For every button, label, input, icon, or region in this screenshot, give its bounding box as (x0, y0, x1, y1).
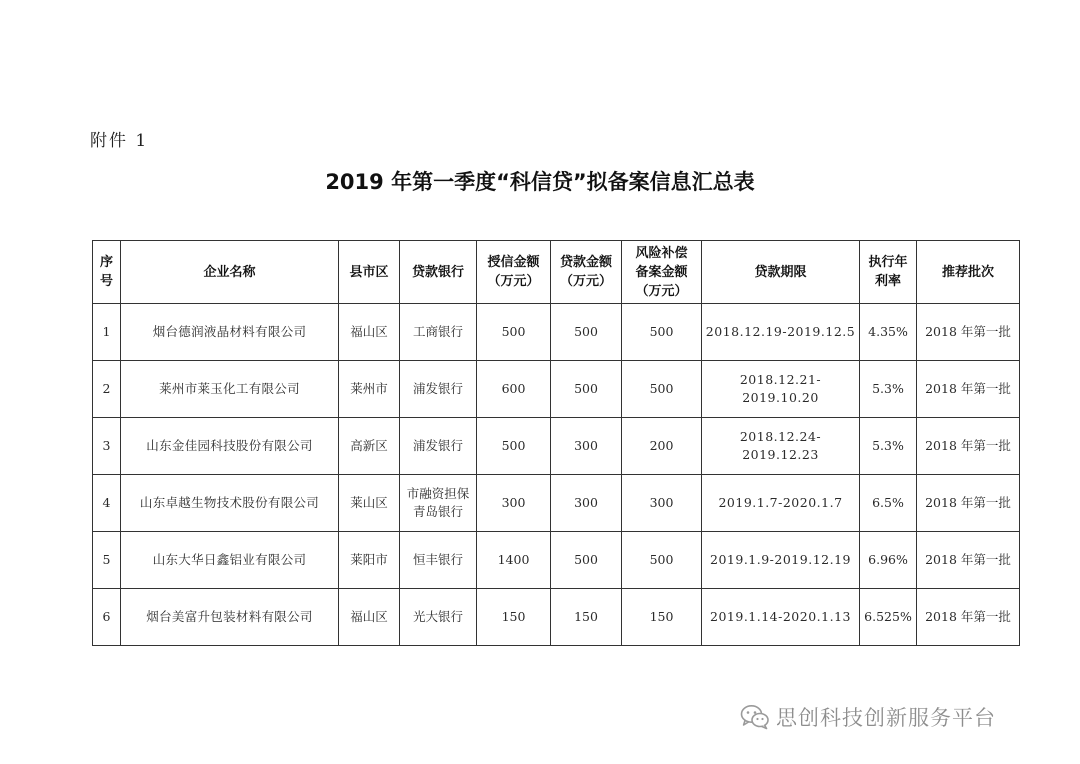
cell-credit: 150 (477, 589, 551, 646)
attachment-label: 附件 1 (90, 131, 149, 151)
cell-bank: 浦发银行 (400, 361, 477, 418)
cell-company: 莱州市莱玉化工有限公司 (121, 361, 339, 418)
cell-loan: 300 (551, 475, 622, 532)
table-row (93, 304, 1020, 361)
cell-term: 2019.1.9-2019.12.19 (702, 532, 860, 589)
cell-term: 2019.1.7-2020.1.7 (702, 475, 860, 532)
cell-term: 2019.1.14-2020.1.13 (702, 589, 860, 646)
cell-seq: 5 (93, 532, 121, 589)
cell-loan: 150 (551, 589, 622, 646)
cell-bank: 市融资担保 青岛银行 (400, 475, 477, 532)
cell-credit: 300 (477, 475, 551, 532)
cell-bank: 浦发银行 (400, 418, 477, 475)
table-row (93, 418, 1020, 475)
cell-rate: 5.3% (860, 361, 917, 418)
header-seq: 序 号 (93, 241, 121, 304)
cell-loan: 300 (551, 418, 622, 475)
summary-table (92, 240, 1020, 646)
cell-seq: 4 (93, 475, 121, 532)
cell-district: 莱山区 (339, 475, 400, 532)
cell-bank: 恒丰银行 (400, 532, 477, 589)
cell-company: 烟台美富升包装材料有限公司 (121, 589, 339, 646)
header-risk-compensation: 风险补偿 备案金额 （万元） (622, 241, 702, 304)
cell-bank: 工商银行 (400, 304, 477, 361)
cell-risk: 500 (622, 532, 702, 589)
table-header-row (93, 241, 1020, 304)
cell-rate: 5.3% (860, 418, 917, 475)
cell-rate: 6.525% (860, 589, 917, 646)
cell-loan: 500 (551, 361, 622, 418)
cell-term: 2018.12.21-2019.10.20 (702, 361, 860, 418)
cell-company: 烟台德润液晶材料有限公司 (121, 304, 339, 361)
cell-credit: 500 (477, 304, 551, 361)
wechat-icon (740, 704, 770, 730)
header-district: 县市区 (339, 241, 400, 304)
table-row (93, 589, 1020, 646)
header-bank: 贷款银行 (400, 241, 477, 304)
cell-district: 莱州市 (339, 361, 400, 418)
cell-term: 2018.12.19-2019.12.5 (702, 304, 860, 361)
cell-risk: 500 (622, 304, 702, 361)
cell-batch: 2018 年第一批 (917, 361, 1020, 418)
header-batch: 推荐批次 (917, 241, 1020, 304)
cell-rate: 6.5% (860, 475, 917, 532)
header-loan-term: 贷款期限 (702, 241, 860, 304)
cell-district: 高新区 (339, 418, 400, 475)
cell-risk: 500 (622, 361, 702, 418)
watermark (740, 700, 996, 734)
table-row (93, 361, 1020, 418)
header-loan-amount: 贷款金额 （万元） (551, 241, 622, 304)
cell-term: 2018.12.24-2019.12.23 (702, 418, 860, 475)
cell-rate: 4.35% (860, 304, 917, 361)
header-rate: 执行年 利率 (860, 241, 917, 304)
cell-district: 福山区 (339, 304, 400, 361)
watermark-text: 思创科技创新服务平台 (776, 706, 996, 730)
table-row (93, 475, 1020, 532)
cell-district: 福山区 (339, 589, 400, 646)
document-title: 2019 年第一季度“科信贷”拟备案信息汇总表 (325, 170, 755, 194)
table-row (93, 532, 1020, 589)
cell-loan: 500 (551, 532, 622, 589)
header-credit-amount: 授信金额 （万元） (477, 241, 551, 304)
cell-batch: 2018 年第一批 (917, 475, 1020, 532)
cell-rate: 6.96% (860, 532, 917, 589)
cell-loan: 500 (551, 304, 622, 361)
cell-risk: 200 (622, 418, 702, 475)
cell-credit: 600 (477, 361, 551, 418)
cell-credit: 500 (477, 418, 551, 475)
cell-credit: 1400 (477, 532, 551, 589)
cell-batch: 2018 年第一批 (917, 304, 1020, 361)
cell-seq: 2 (93, 361, 121, 418)
cell-company: 山东金佳园科技股份有限公司 (121, 418, 339, 475)
cell-batch: 2018 年第一批 (917, 589, 1020, 646)
cell-company: 山东卓越生物技术股份有限公司 (121, 475, 339, 532)
cell-bank: 光大银行 (400, 589, 477, 646)
cell-batch: 2018 年第一批 (917, 418, 1020, 475)
cell-seq: 1 (93, 304, 121, 361)
cell-risk: 150 (622, 589, 702, 646)
cell-batch: 2018 年第一批 (917, 532, 1020, 589)
header-company: 企业名称 (121, 241, 339, 304)
cell-risk: 300 (622, 475, 702, 532)
cell-company: 山东大华日鑫铝业有限公司 (121, 532, 339, 589)
cell-district: 莱阳市 (339, 532, 400, 589)
cell-seq: 6 (93, 589, 121, 646)
cell-seq: 3 (93, 418, 121, 475)
